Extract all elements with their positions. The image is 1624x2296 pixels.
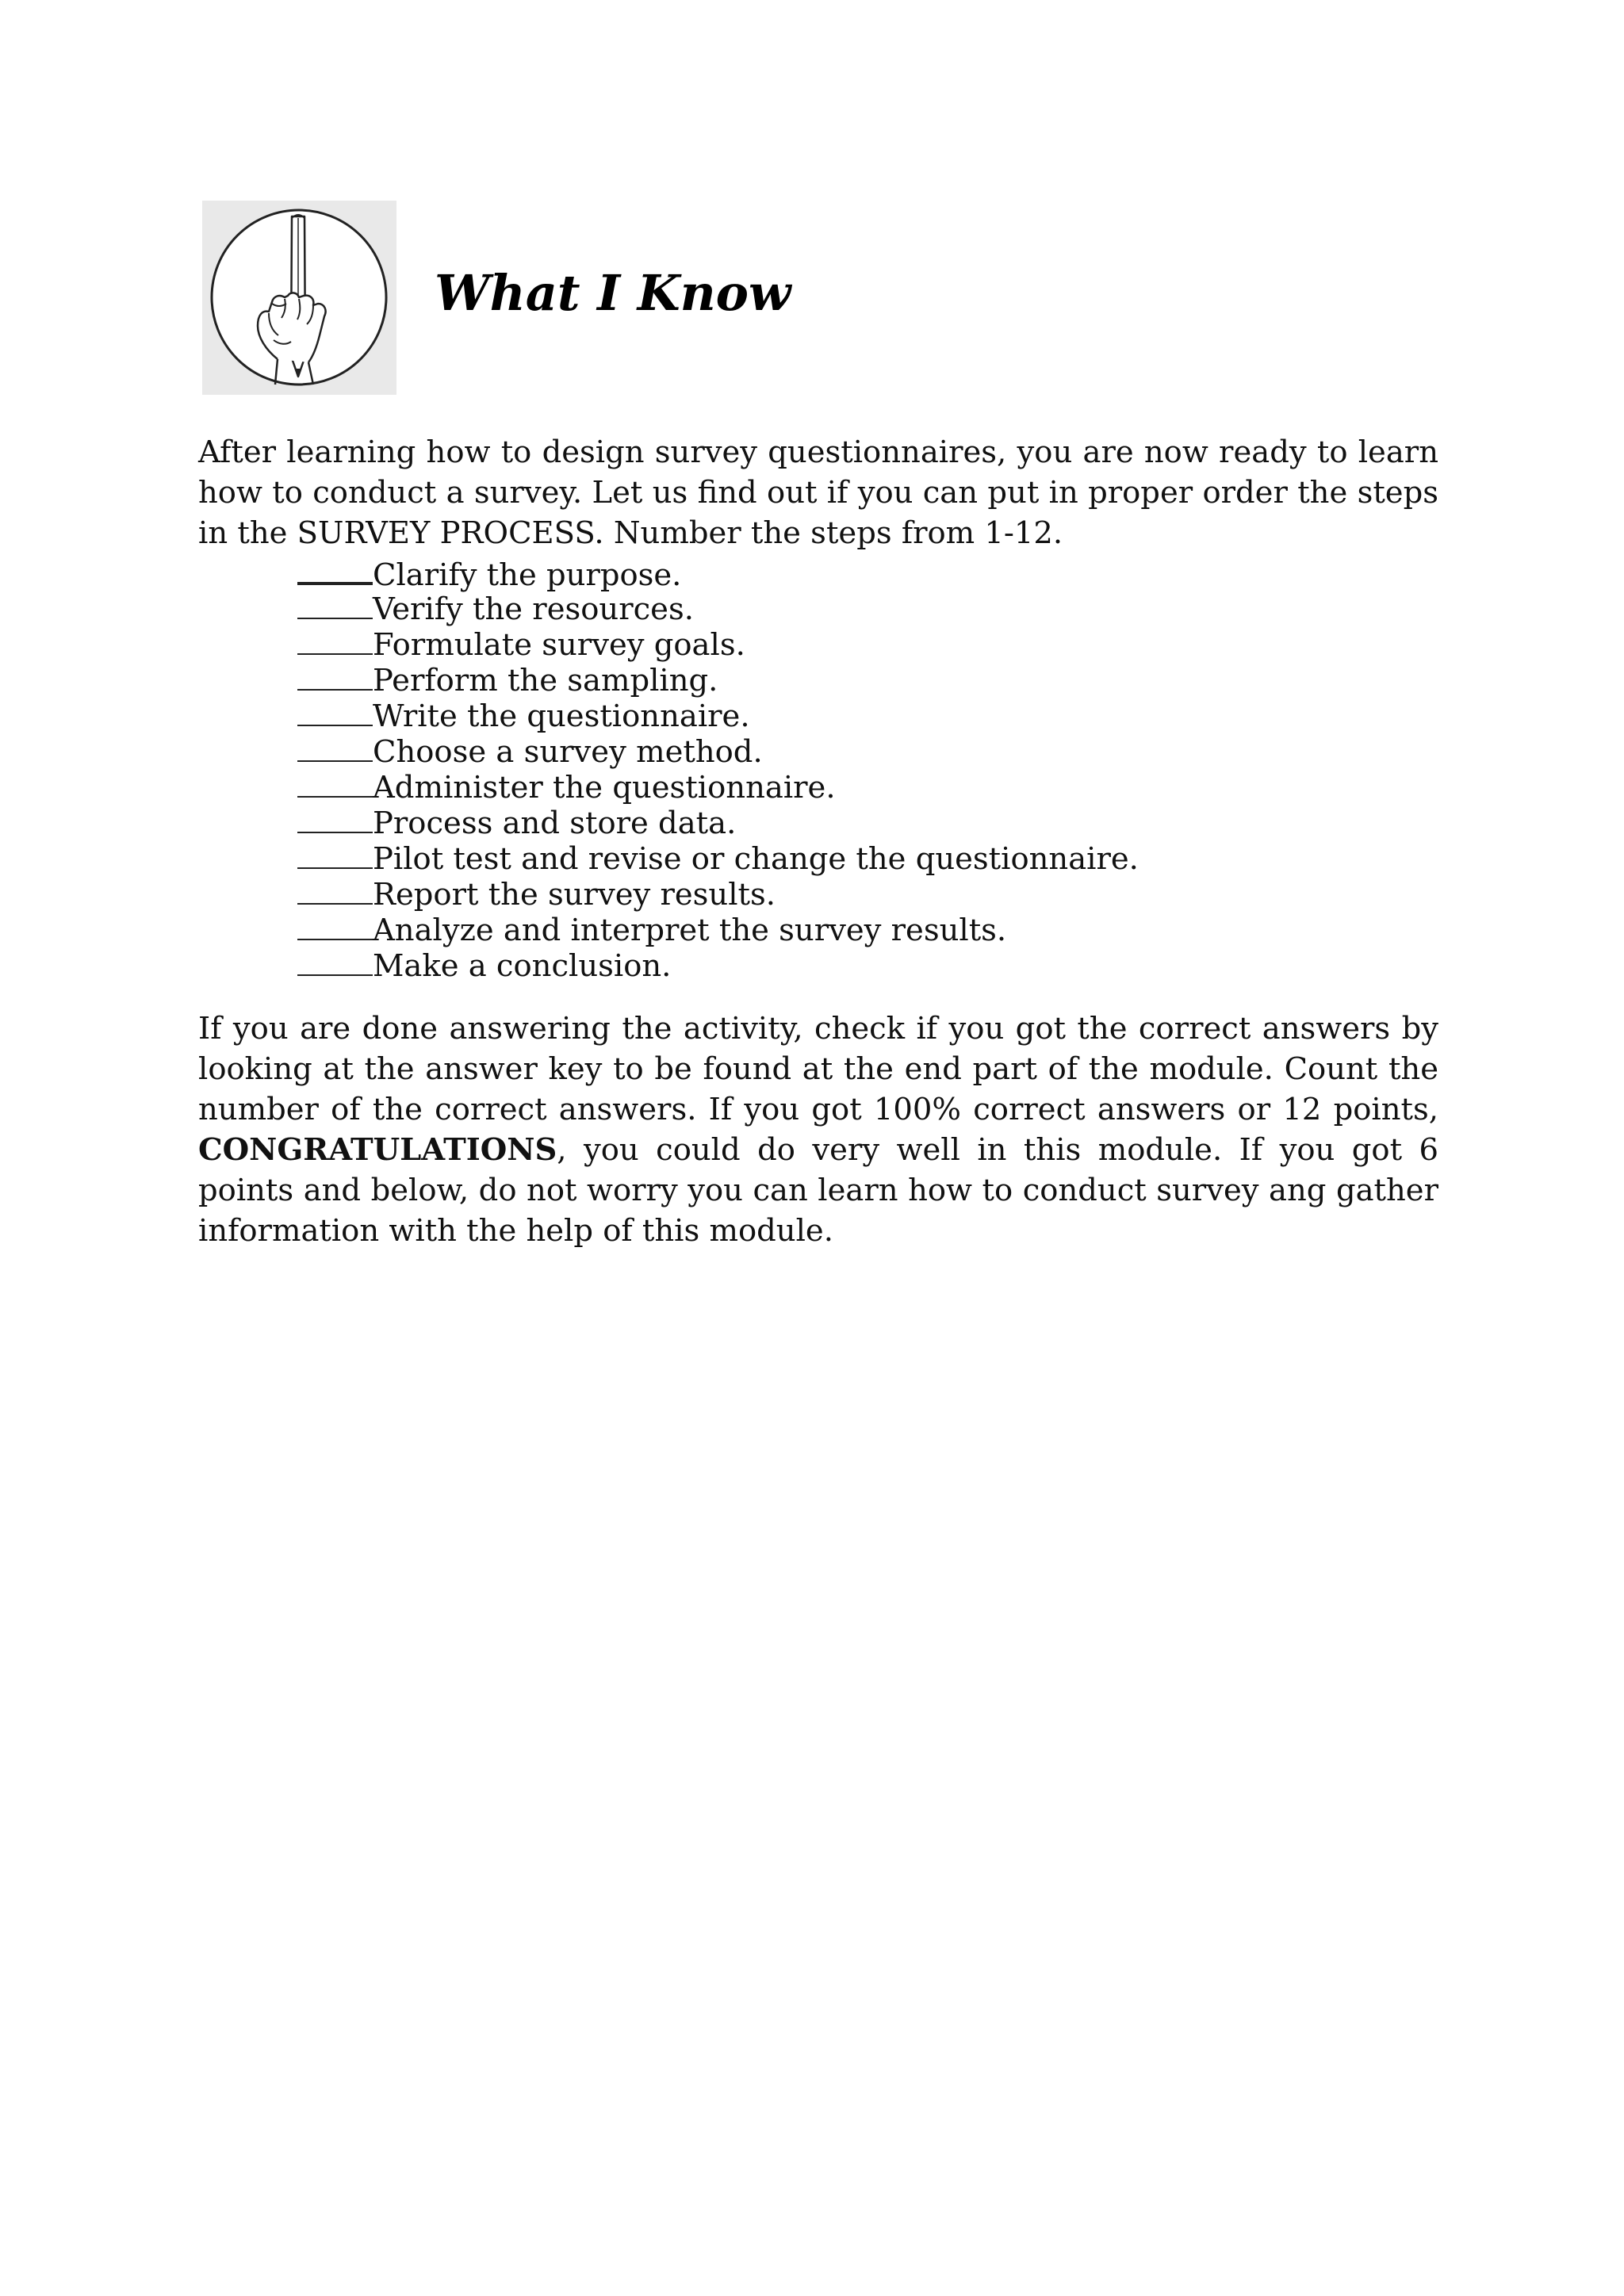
list-item (297, 874, 1438, 913)
list-item (297, 660, 1438, 696)
intro-paragraph: After learning how to design survey questionnaires, you are now ready to learn how to conduct a survey. Let us find out if you can put in proper order the steps in the SURVEY PROCESS. Number the steps from 1-12. (198, 434, 1438, 551)
list-item (297, 589, 1438, 625)
step-label: Formulate survey goals. (373, 627, 745, 663)
answer-blank[interactable] (297, 589, 373, 619)
step-label: Perform the sampling. (373, 663, 718, 698)
closing-text-start: If you are done answering the activity, check if you got the correct answers by looking at the answer key to be found at the end part of the module. Count the number of the correct answers. If you got 100% correct answers or 12 points, (198, 1011, 1438, 1127)
answer-blank[interactable] (297, 660, 373, 691)
list-item (297, 625, 1438, 663)
steps-list (198, 553, 1438, 982)
list-item (297, 767, 1438, 806)
step-label: Report the survey results. (373, 877, 776, 913)
step-label: Write the questionnaire. (373, 698, 750, 734)
closing-text-end: , you could do very well in this module. If you got 6 points and below, do not worry you can learn how to conduct survey ang gather information with the help of this module. (198, 1132, 1438, 1249)
list-item (297, 553, 1438, 593)
step-label: Make a conclusion. (373, 948, 672, 984)
step-label: Pilot test and revise or change the questionnaire. (373, 841, 1139, 877)
answer-blank[interactable] (297, 767, 373, 798)
step-label: Process and store data. (373, 806, 737, 841)
step-label: Clarify the purpose. (373, 557, 682, 593)
section-title: What I Know (435, 264, 791, 322)
main-content (198, 432, 1438, 1251)
list-item (297, 839, 1438, 877)
answer-blank[interactable] (297, 625, 373, 655)
step-label: Analyze and interpret the survey results. (373, 913, 1007, 948)
answer-blank[interactable] (297, 874, 373, 905)
congratulations-emphasis: CONGRATULATIONS (198, 1132, 557, 1168)
answer-blank[interactable] (297, 553, 373, 585)
answer-blank[interactable] (297, 732, 373, 762)
closing-paragraph (198, 1008, 1438, 1251)
list-item (297, 910, 1438, 946)
answer-blank[interactable] (297, 696, 373, 726)
hand-holding-pencil-icon (202, 201, 396, 395)
step-label: Choose a survey method. (373, 734, 763, 770)
list-item (297, 946, 1438, 982)
list-item (297, 696, 1438, 732)
answer-blank[interactable] (297, 803, 373, 833)
answer-blank[interactable] (297, 910, 373, 940)
step-label: Administer the questionnaire. (373, 770, 836, 806)
list-item (297, 732, 1438, 770)
answer-blank[interactable] (297, 839, 373, 869)
list-item (297, 803, 1438, 839)
step-label: Verify the resources. (373, 591, 694, 627)
answer-blank[interactable] (297, 946, 373, 976)
